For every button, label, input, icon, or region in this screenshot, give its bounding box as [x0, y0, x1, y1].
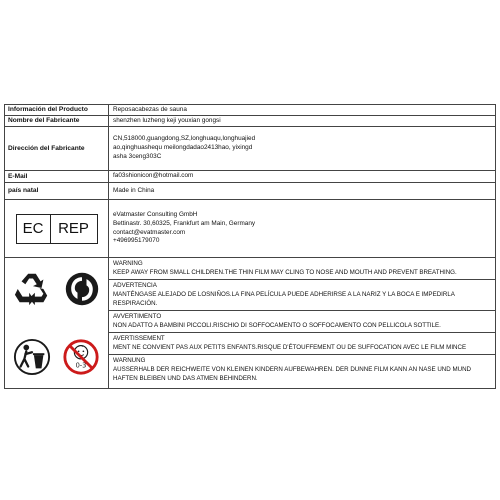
ec-rep-details — [109, 200, 495, 257]
icon-row-top — [7, 270, 106, 308]
row-label: Dirección del Fabricante — [5, 127, 109, 170]
warning-title: AVERTISSEMENT — [113, 335, 165, 342]
warnings-block — [5, 258, 495, 388]
warning-body: NON ADATTO A BAMBINI PICCOLI.RISCHIO DI SOFFOCAMENTO O SOFFOCAMENTO CON PELLICOLA SOTTILE. — [113, 321, 441, 329]
warnings-list — [109, 258, 495, 388]
ec-rep-icon — [16, 214, 98, 244]
no-children-0-3-icon — [62, 338, 100, 376]
row-country — [5, 183, 495, 200]
age-range-label: 0-3 — [75, 361, 87, 370]
icon-column — [5, 258, 109, 388]
warning-title: ADVERTENCIA — [113, 282, 157, 289]
icon-row-bottom — [7, 338, 106, 376]
row-manufacturer-name — [5, 116, 495, 127]
warning-fr — [109, 333, 495, 355]
product-label-sheet — [4, 104, 496, 389]
ec-rep-line: eVatmaster Consulting GmbH — [113, 210, 198, 218]
warning-de — [109, 355, 495, 388]
warning-title: AVVERTIMENTO — [113, 313, 162, 320]
recycle-icon — [13, 270, 51, 308]
row-label: país natal — [5, 183, 109, 199]
row-value: Made in China — [113, 186, 155, 194]
warning-body: MENT NE CONVIENT PAS AUX PETITS ENFANTS.RISQUE D'ÉTOUFFEMENT OU DE SUFFOCATION AVEC LE FILM MINCE — [113, 343, 467, 351]
row-value — [109, 127, 495, 170]
row-ec-rep — [5, 200, 495, 258]
row-label: Nombre del Fabricante — [5, 116, 109, 126]
warning-body: KEEP AWAY FROM SMALL CHILDREN.THE THIN FILM MAY CLING TO NOSE AND MOUTH AND PREVENT BREATHING. — [113, 268, 457, 276]
warning-body: AUSSERHALB DER REICHWEITE VON KLEINEN KINDERN AUFBEWAHREN. DER DUNNE FILM KANN AN NASE UND MUND HAFTEN BLEIBEN UND DAS ATMEN BEHINDERN. — [113, 365, 472, 382]
tidyman-disposal-icon — [13, 338, 51, 376]
ec-rep-left: EC — [17, 215, 51, 243]
ec-rep-symbol-cell — [5, 200, 109, 257]
ec-rep-line: +496995179070 — [113, 237, 160, 245]
green-dot-icon — [64, 271, 100, 307]
warning-title: WARNUNG — [113, 357, 146, 364]
ec-rep-right: REP — [58, 220, 89, 237]
row-label: Información del Producto — [5, 105, 109, 115]
warning-it — [109, 311, 495, 333]
address-line: CN,518000,guangdong,SZ,longhuaqu,longhuajied — [113, 135, 256, 143]
row-value: fa03shionicon@hotmail.com — [113, 172, 194, 180]
row-product-info — [5, 105, 495, 116]
ec-rep-line: Bettinastr. 30,60325, Frankfurt am Main, Germany — [113, 219, 256, 227]
warning-title: WARNING — [113, 260, 143, 267]
address-line: ao,qinghuashequ meilongdadao2413hao, yixingd — [113, 144, 253, 152]
warning-es — [109, 280, 495, 311]
row-email — [5, 171, 495, 183]
address-line: asha 3ceng303C — [113, 152, 162, 160]
warning-body: MANTÉNGASE ALEJADO DE LOSNIÑOS.LA FINA PELÍCULA PUEDE ADHERIRSE A LA NARIZ Y LA BOCA E IMPEDIRLA RESPIRACIÓN. — [113, 290, 455, 307]
row-manufacturer-address — [5, 127, 495, 171]
row-value: Reposacabezas de sauna — [113, 105, 187, 113]
row-value: shenzhen luzheng keji youxian gongsi — [113, 116, 221, 124]
row-label: E-Mail — [5, 171, 109, 182]
ec-rep-line: contact@evatmaster.com — [113, 228, 186, 236]
warning-en — [109, 258, 495, 280]
